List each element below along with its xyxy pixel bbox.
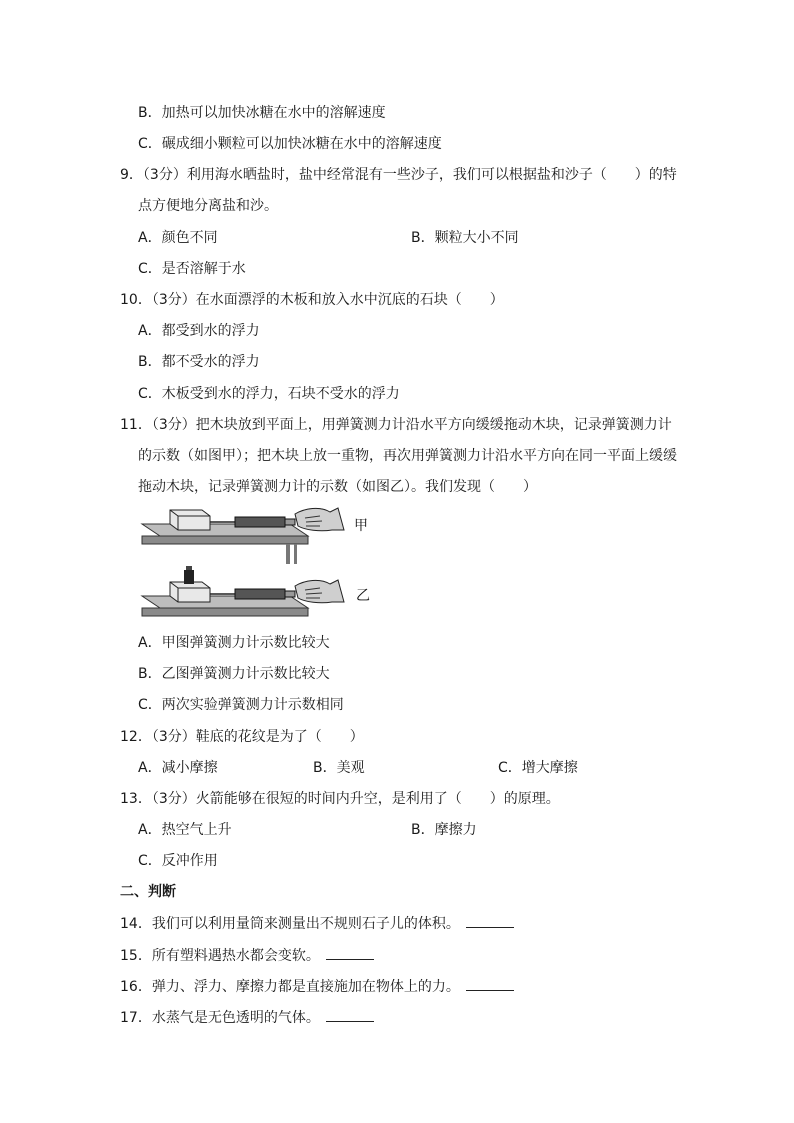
- section-heading-judgement: 二、判断: [120, 884, 176, 900]
- q17-row: [120, 1007, 374, 1028]
- q10-option-b: B．都不受水的浮力: [138, 354, 260, 370]
- q14-answer-blank[interactable]: [466, 913, 514, 928]
- q13-option-a: A．热空气上升: [138, 822, 232, 838]
- q14-row: [120, 913, 514, 934]
- q9-option-a: A．颜色不同: [138, 230, 218, 246]
- q11-stem-2: 的示数（如图甲）；把木块上放一重物，再次用弹簧测力计沿水平方向在同一平面上缓缓: [138, 448, 677, 464]
- figure-label-yi: 乙: [356, 588, 370, 604]
- q16-row: [120, 976, 514, 997]
- figure-label-jia: 甲: [354, 518, 368, 534]
- q9-stem-1: 9．（3分）利用海水晒盐时，盐中经常混有一些沙子，我们可以根据盐和沙子（ ）的特: [120, 167, 677, 183]
- q12-option-c: C．增大摩擦: [498, 760, 578, 776]
- q14-text: 14．我们可以利用量筒来测量出不规则石子儿的体积。: [120, 916, 460, 932]
- q10-stem: 10．（3分）在水面漂浮的木板和放入水中沉底的石块（ ）: [120, 292, 504, 308]
- q16-text: 16．弹力、浮力、摩擦力都是直接施加在物体上的力。: [120, 979, 460, 995]
- q10-option-a: A．都受到水的浮力: [138, 323, 260, 339]
- q9-stem-2: 点方便地分离盐和沙。: [138, 198, 278, 214]
- q15-text: 15．所有塑料遇热水都会变软。: [120, 948, 320, 964]
- q9-option-c: C．是否溶解于水: [138, 261, 246, 277]
- q12-stem: 12．（3分）鞋底的花纹是为了（ ）: [120, 729, 364, 745]
- q11-option-a: A．甲图弹簧测力计示数比较大: [138, 635, 330, 651]
- q16-answer-blank[interactable]: [466, 976, 514, 991]
- q11-stem-1: 11．（3分）把木块放到平面上，用弹簧测力计沿水平方向缓缓拖动木块，记录弹簧测力计: [120, 417, 672, 433]
- q9-option-b: B．颗粒大小不同: [411, 230, 519, 246]
- q12-option-b: B．美观: [313, 760, 365, 776]
- q17-text: 17．水蒸气是无色透明的气体。: [120, 1010, 320, 1026]
- q8-option-c: C．碾成细小颗粒可以加快冰糖在水中的溶解速度: [138, 136, 442, 152]
- q15-row: [120, 945, 374, 966]
- figure-yi: [142, 566, 344, 616]
- q11-option-b: B．乙图弹簧测力计示数比较大: [138, 666, 330, 682]
- figure-jia: [142, 508, 344, 564]
- q13-option-c: C．反冲作用: [138, 853, 218, 869]
- q12-option-a: A．减小摩擦: [138, 760, 218, 776]
- q17-answer-blank[interactable]: [326, 1007, 374, 1022]
- q10-option-c: C．木板受到水的浮力，石块不受水的浮力: [138, 386, 400, 402]
- q11-option-c: C．两次实验弹簧测力计示数相同: [138, 697, 344, 713]
- q15-answer-blank[interactable]: [326, 945, 374, 960]
- q8-option-b: B．加热可以加快冰糖在水中的溶解速度: [138, 105, 386, 121]
- q11-stem-3: 拖动木块，记录弹簧测力计的示数（如图乙）。我们发现（ ）: [138, 479, 537, 495]
- q13-stem: 13．（3分）火箭能够在很短的时间内升空，是利用了（ ）的原理。: [120, 791, 560, 807]
- q13-option-b: B．摩擦力: [411, 822, 477, 838]
- spring-scale-figure: [140, 500, 380, 628]
